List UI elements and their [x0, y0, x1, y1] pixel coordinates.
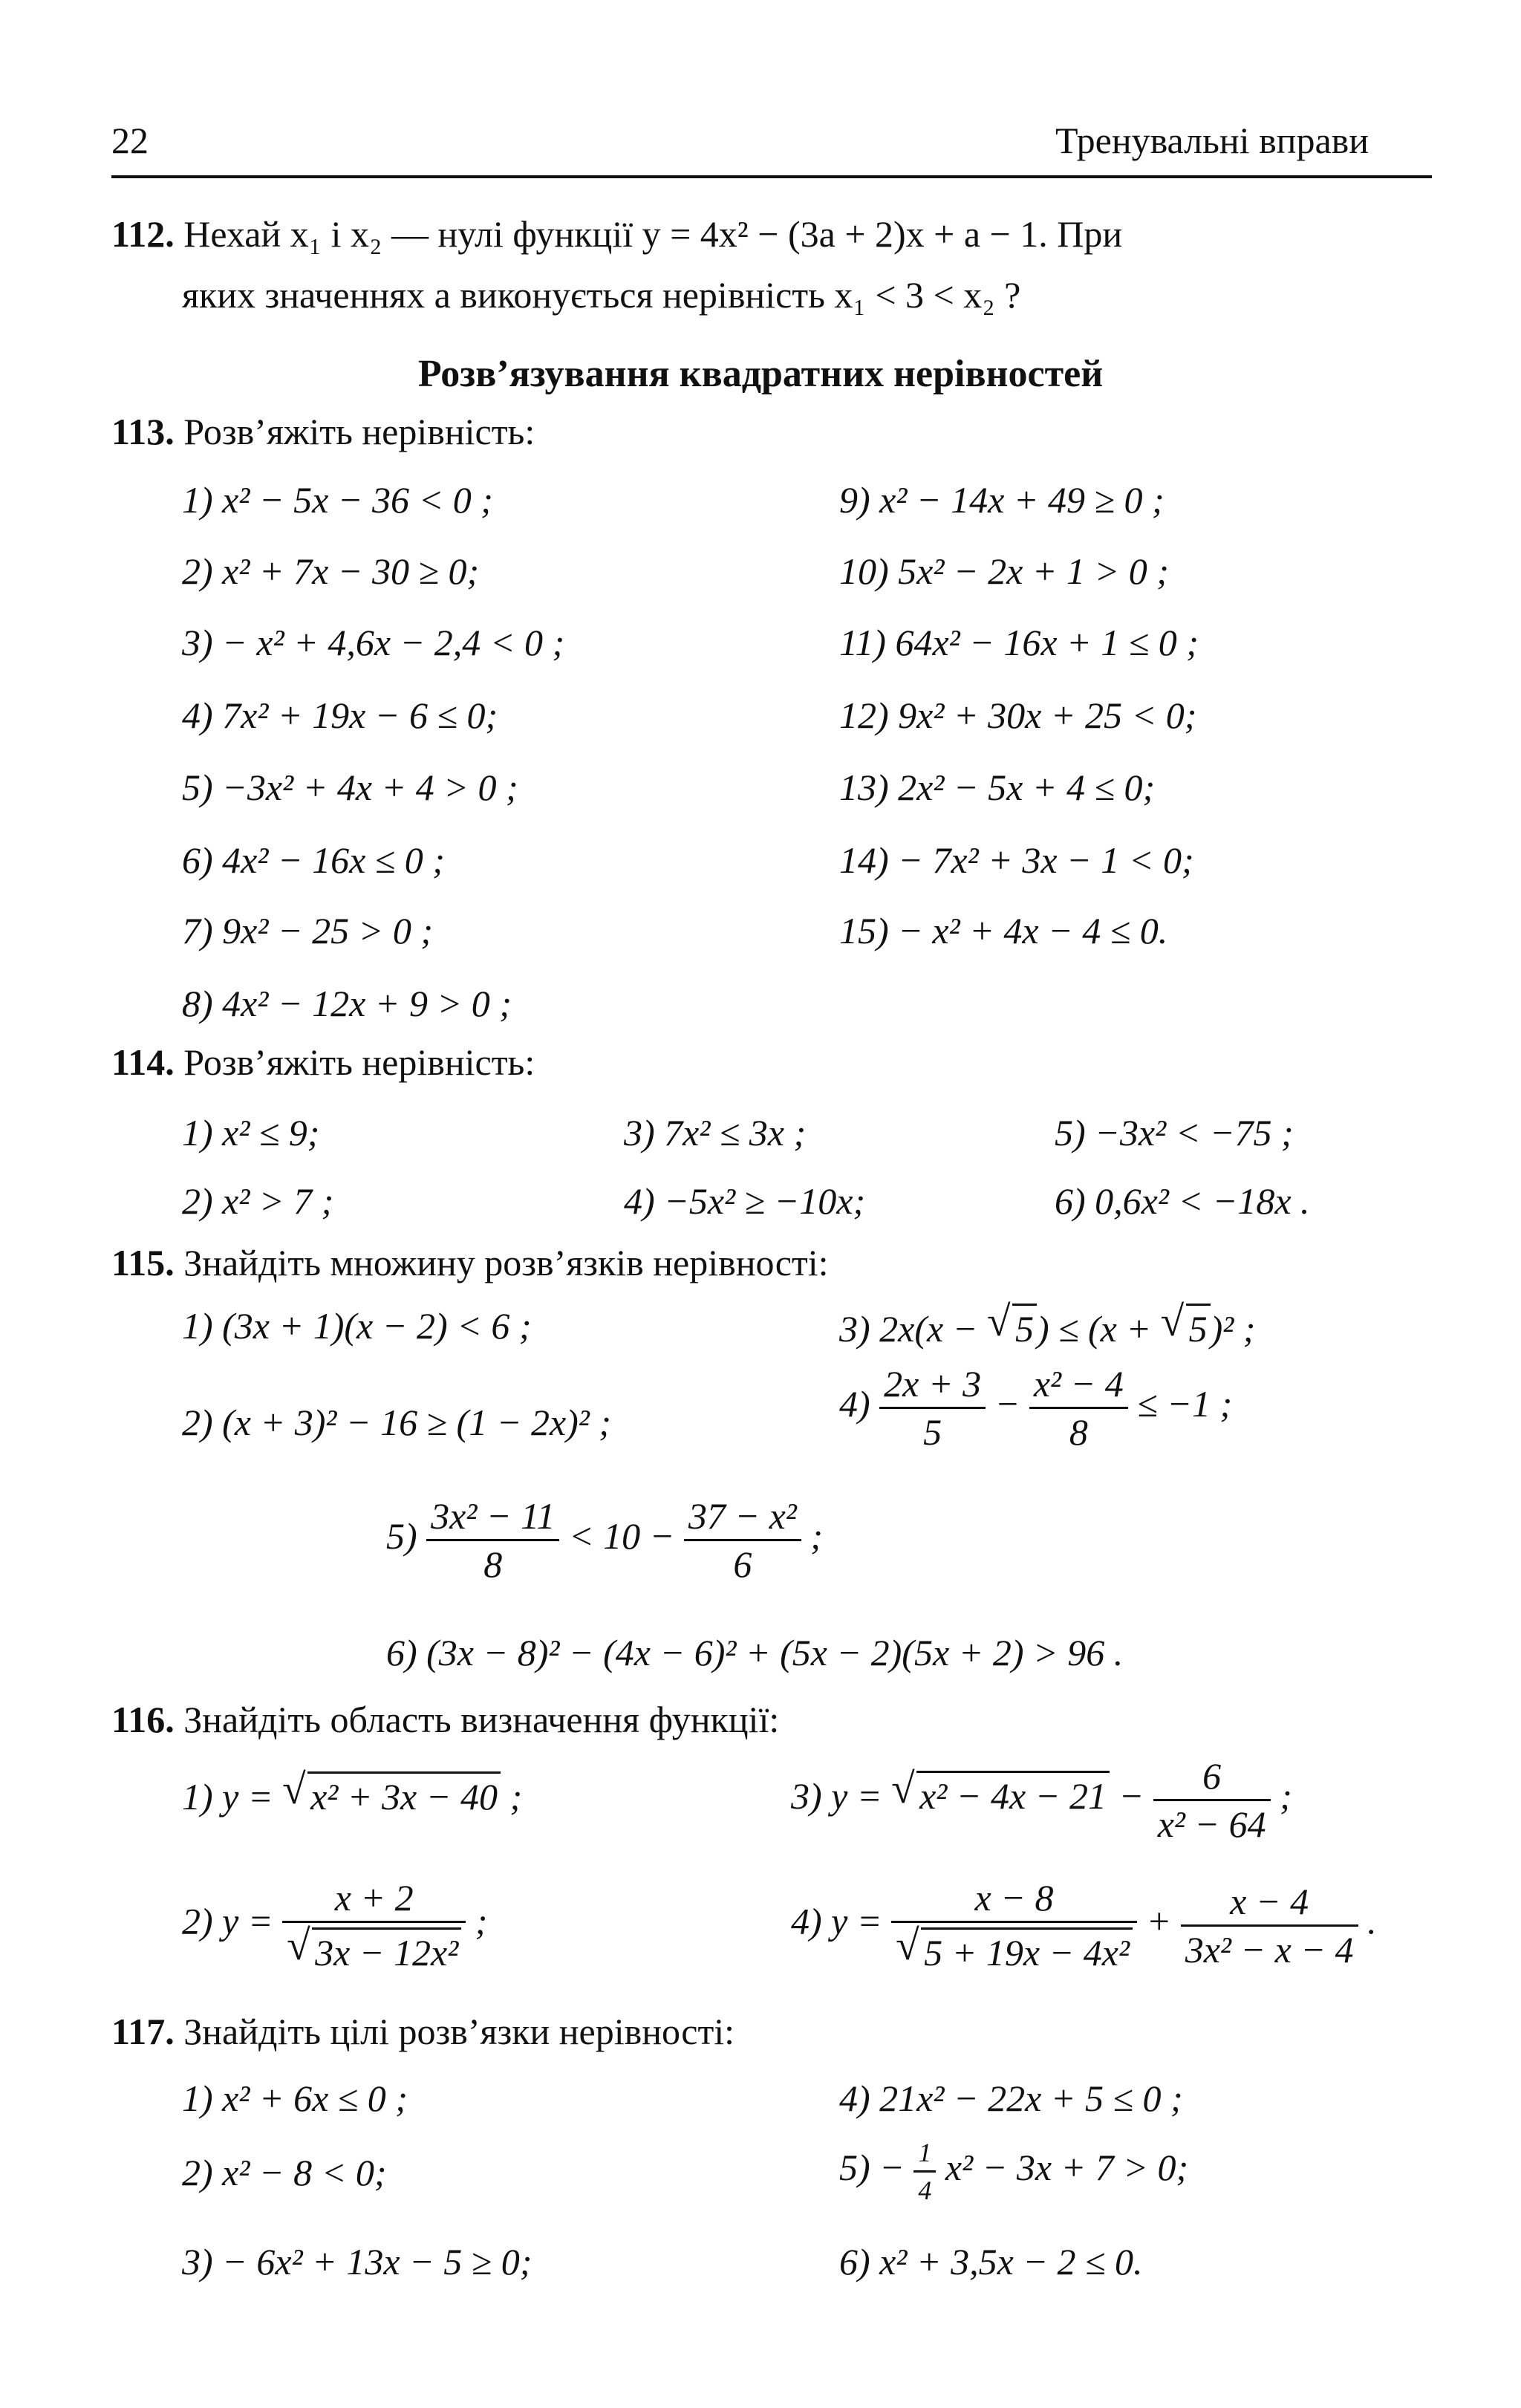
exercise-113-item-12: 12) 9x² + 30x + 25 < 0; [839, 694, 1197, 736]
exercise-114-item-3: 3) 7x² ≤ 3x ; [624, 1112, 807, 1153]
fraction-numerator: 2x + 3 [879, 1365, 986, 1409]
operator: < 10 − [568, 1514, 675, 1557]
exercise-114-item-6: 6) 0,6x² < −18x . [1055, 1180, 1310, 1222]
header-divider [111, 175, 1432, 178]
fraction [684, 1497, 801, 1583]
exercise-114-item-2: 2) x² > 7 ; [182, 1180, 334, 1222]
radicand: x² + 3x − 40 [307, 1771, 501, 1815]
exercise-112-number: 112. [111, 213, 175, 255]
exercise-113-item-10: 10) 5x² − 2x + 1 > 0 ; [839, 550, 1169, 592]
exercise-113-item-2: 2) x² + 7x − 30 ≥ 0; [182, 550, 480, 592]
exercise-117-number: 117. [111, 2011, 175, 2052]
tail: ; [509, 1776, 523, 1818]
radicand: 5 + 19x − 4x² [921, 1927, 1133, 1971]
sqrt-symbol [282, 1771, 501, 1818]
exercise-116-item-2 [182, 1879, 487, 1971]
exercise-117-heading [111, 2013, 735, 2050]
exercise-115-number: 115. [111, 1242, 175, 1283]
exercise-116-prompt: Знайдіть область визначення функції: [183, 1699, 780, 1740]
exercise-113-item-5: 5) −3x² + 4x + 4 > 0 ; [182, 767, 518, 808]
fraction-denominator: 8 [1069, 1411, 1088, 1453]
exercise-117-prompt: Знайдіть цілі розв’язки нерівності: [183, 2011, 735, 2052]
exercise-116-item-4 [791, 1879, 1377, 1971]
operator: + [1146, 1900, 1172, 1942]
item-label: 1) y = [182, 1776, 273, 1818]
exercise-115-item-3 [839, 1304, 1256, 1350]
exercise-117-item-5 [839, 2139, 1188, 2204]
exercise-117-item-6: 6) x² + 3,5x − 2 ≤ 0. [839, 2241, 1143, 2282]
fraction-denominator: 3x² − x − 4 [1185, 1928, 1354, 1971]
operator: − [1118, 1774, 1144, 1817]
exercise-115-item-3-a: 3) 2x(x − [839, 1308, 987, 1350]
fraction-denominator [282, 1923, 466, 1971]
exercise-117-item-2: 2) x² − 8 < 0; [182, 2152, 387, 2193]
exercise-116-item-1 [182, 1771, 523, 1818]
fraction [891, 1879, 1137, 1971]
item-label: 2) y = [182, 1900, 273, 1942]
tail: ; [1280, 1774, 1292, 1817]
exercise-113-item-9: 9) x² − 14x + 49 ≥ 0 ; [839, 479, 1165, 521]
exercise-112-line2: яких значеннях a виконується нерівність x₁ < 3 < x₂ ? [182, 274, 1021, 316]
exercise-115-item-1: 1) (3x + 1)(x − 2) < 6 ; [182, 1305, 532, 1347]
exercise-114-item-4: 4) −5x² ≥ −10x; [624, 1180, 866, 1222]
fraction-numerator: x − 4 [1181, 1883, 1358, 1927]
sqrt-symbol [287, 1927, 461, 1971]
fraction [426, 1497, 559, 1583]
fraction [1029, 1365, 1128, 1451]
exercise-113-item-15: 15) − x² + 4x − 4 ≤ 0. [839, 910, 1168, 951]
exercise-115-item-3-b: ) ≤ (x + [1036, 1308, 1161, 1350]
exercise-114-heading [111, 1041, 535, 1083]
fraction [879, 1365, 986, 1451]
item-label: 5) [386, 1514, 417, 1557]
sqrt-symbol [1161, 1304, 1211, 1350]
exercise-114-item-5: 5) −3x² < −75 ; [1055, 1112, 1294, 1153]
exercise-115-prompt: Знайдіть множину розв’язків нерівності: [183, 1242, 829, 1283]
fraction-numerator: 1 [913, 2139, 936, 2173]
operator: − [994, 1382, 1020, 1425]
tail: ; [475, 1900, 488, 1942]
exercise-117-item-3: 3) − 6x² + 13x − 5 ≥ 0; [182, 2241, 532, 2282]
fraction-numerator: x + 2 [282, 1879, 466, 1923]
fraction [282, 1879, 466, 1971]
radicand: x² − 4x − 21 [916, 1771, 1110, 1815]
tail: ≤ −1 ; [1137, 1382, 1233, 1425]
exercise-115-item-3-c: )² ; [1210, 1308, 1256, 1350]
fraction-denominator: 5 [923, 1411, 942, 1453]
exercise-113-item-14: 14) − 7x² + 3x − 1 < 0; [839, 839, 1194, 881]
exercise-113-item-13: 13) 2x² − 5x + 4 ≤ 0; [839, 767, 1156, 808]
item-label: 5) − [839, 2146, 905, 2188]
exercise-116-number: 116. [111, 1699, 175, 1740]
fraction [1153, 1757, 1271, 1843]
exercise-113-prompt: Розв’яжіть нерівність: [183, 411, 535, 452]
tail: x² − 3x + 7 > 0; [945, 2146, 1189, 2188]
item-label: 4) [839, 1382, 870, 1425]
exercise-115-heading [111, 1244, 829, 1281]
exercise-113-item-7: 7) 9x² − 25 > 0 ; [182, 910, 433, 951]
exercise-115-item-6: 6) (3x − 8)² − (4x − 6)² + (5x − 2)(5x + 2) > 96 . [386, 1632, 1124, 1673]
item-label: 3) y = [791, 1774, 882, 1817]
exercise-113-item-8: 8) 4x² − 12x + 9 > 0 ; [182, 983, 512, 1024]
exercise-114-item-1: 1) x² ≤ 9; [182, 1112, 320, 1153]
fraction-numerator: x² − 4 [1029, 1365, 1128, 1409]
fraction-numerator: 3x² − 11 [426, 1497, 559, 1541]
fraction-denominator: 8 [483, 1543, 503, 1585]
fraction [1181, 1880, 1358, 1971]
section-title: Розв’язування квадратних нерівностей [417, 353, 1104, 395]
exercise-117-item-1: 1) x² + 6x ≤ 0 ; [182, 2077, 408, 2119]
exercise-113-item-3: 3) − x² + 4,6x − 2,4 < 0 ; [182, 622, 565, 663]
radicand: 5 [1012, 1304, 1037, 1347]
exercise-115-item-2: 2) (x + 3)² − 16 ≥ (1 − 2x)² ; [182, 1402, 611, 1443]
fraction-denominator: x² − 64 [1157, 1803, 1266, 1845]
exercise-115-item-4 [839, 1365, 1232, 1451]
fraction-numerator: x − 8 [891, 1879, 1137, 1923]
fraction-denominator: 4 [918, 2176, 932, 2205]
exercise-113-heading [111, 413, 535, 450]
exercise-113-number: 113. [111, 411, 175, 452]
tail: ; [810, 1514, 823, 1557]
exercise-112-text-1: Нехай x₁ і x₂ — нулі функції y = 4x² − (3a + 2)x + a − 1. При [183, 213, 1123, 255]
exercise-116-item-3 [791, 1757, 1292, 1843]
exercise-114-number: 114. [111, 1041, 175, 1083]
exercise-117-item-4: 4) 21x² − 22x + 5 ≤ 0 ; [839, 2077, 1183, 2119]
fraction-denominator: 6 [733, 1543, 752, 1585]
fraction-numerator: 37 − x² [684, 1497, 801, 1541]
fraction-numerator: 6 [1153, 1757, 1271, 1801]
exercise-113-item-6: 6) 4x² − 16x ≤ 0 ; [182, 839, 445, 881]
radicand: 3x − 12x² [312, 1927, 461, 1971]
page-number: 22 [111, 120, 149, 161]
exercise-115-item-5 [386, 1497, 823, 1583]
sqrt-symbol [987, 1304, 1037, 1350]
radicand: 5 [1186, 1304, 1211, 1347]
exercise-114-prompt: Розв’яжіть нерівність: [183, 1041, 535, 1083]
exercise-113-item-11: 11) 64x² − 16x + 1 ≤ 0 ; [839, 622, 1199, 663]
tail: . [1367, 1900, 1377, 1942]
exercise-112-line1 [111, 215, 1122, 253]
sqrt-symbol [891, 1771, 1110, 1815]
fraction [913, 2139, 936, 2204]
fraction-denominator [891, 1923, 1137, 1971]
item-label: 4) y = [791, 1900, 882, 1942]
exercise-113-item-4: 4) 7x² + 19x − 6 ≤ 0; [182, 694, 498, 736]
running-header-title: Тренувальні вправи [1055, 120, 1369, 161]
sqrt-symbol [896, 1927, 1133, 1971]
exercise-113-item-1: 1) x² − 5x − 36 < 0 ; [182, 479, 493, 521]
exercise-116-heading [111, 1701, 779, 1738]
